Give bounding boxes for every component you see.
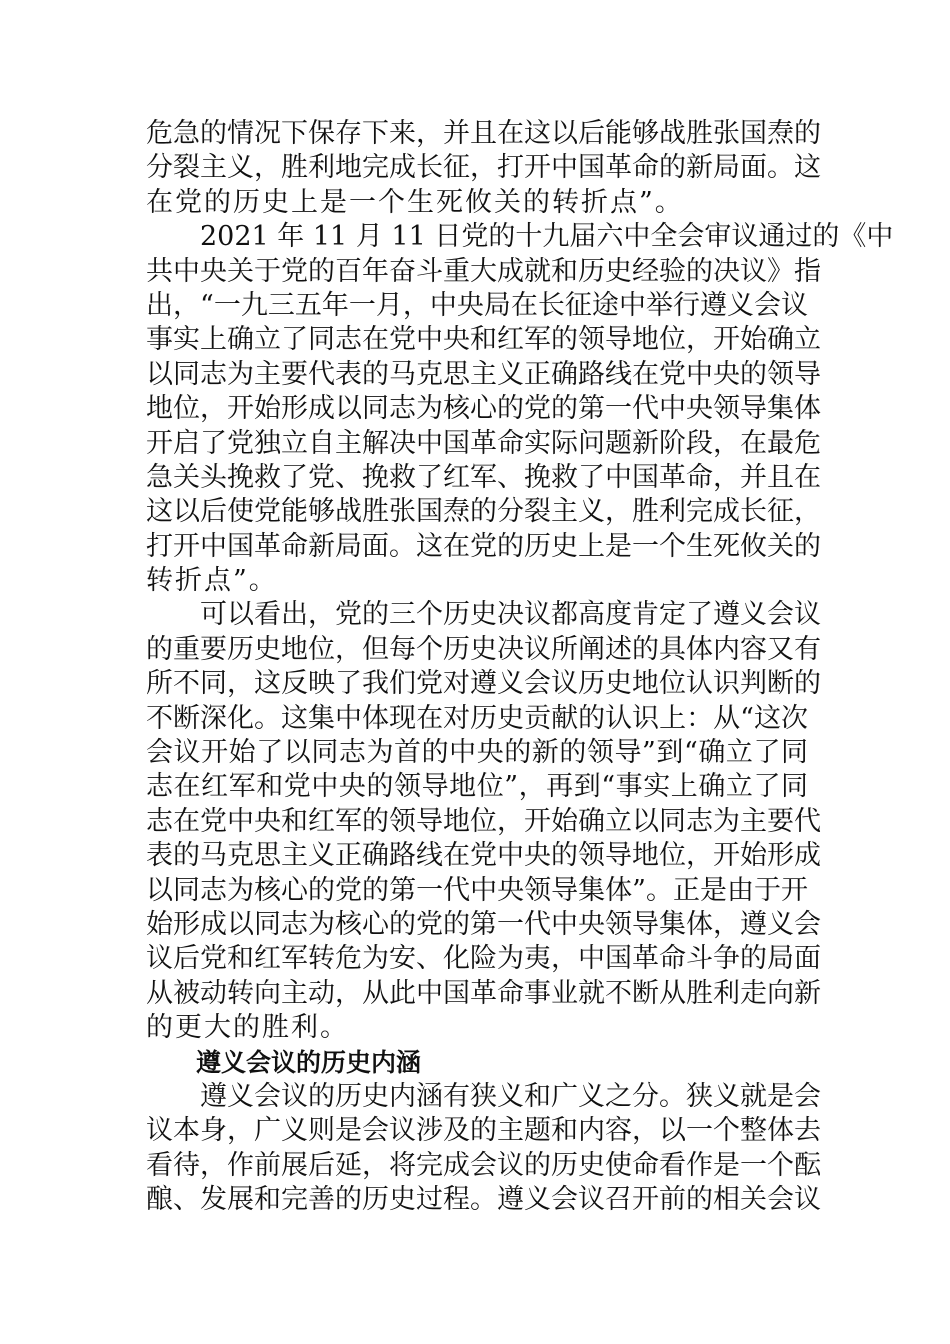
text-line: 开启了党独立自主解决中国革命实际问题新阶段，在最危 <box>146 427 821 459</box>
text-line: 志在红军和党中央的领导地位”，再到“事实上确立了同 <box>146 771 808 803</box>
text-line: 从被动转向主动，从此中国革命事业就不断从胜利走向新 <box>146 977 821 1009</box>
text-line: 打开中国革命新局面。这在党的历史上是一个生死攸关的 <box>146 530 821 562</box>
text-line: 地位，开始形成以同志为核心的党的第一代中央领导集体 <box>146 393 821 425</box>
text-line: 以同志为核心的党的第一代中央领导集体”。正是由于开 <box>146 874 808 906</box>
text-line: 在党的历史上是一个生死攸关的转折点”。 <box>146 186 684 218</box>
text-line: 不断深化。这集中体现在对历史贡献的认识上：从“这次 <box>146 702 808 734</box>
text-line: 志在党中央和红军的领导地位，开始确立以同志为主要代 <box>146 805 821 837</box>
text-line: 转折点”。 <box>146 565 278 597</box>
text-line: 2021 年 11 月 11 日党的十九届六中全会审议通过的《中 <box>200 221 894 253</box>
text-line: 事实上确立了同志在党中央和红军的领导地位，开始确立 <box>146 324 821 356</box>
text-line: 可以看出，党的三个历史决议都高度肯定了遵义会议 <box>200 599 821 631</box>
text-line: 分裂主义，胜利地完成长征，打开中国革命的新局面。这 <box>146 152 821 184</box>
document-page <box>146 117 894 1218</box>
paragraph-historical-connotation <box>146 1080 821 1218</box>
text-line: 始形成以同志为核心的党的第一代中央领导集体，遵义会 <box>146 908 821 940</box>
text-line: 表的马克思主义正确路线在党中央的领导地位，开始形成 <box>146 840 821 872</box>
text-line: 危急的情况下保存下来，并且在这以后能够战胜张国焘的 <box>146 118 821 149</box>
paragraph-continued <box>146 117 821 220</box>
text-line: 急关头挽救了党、挽救了红军、挽救了中国革命，并且在 <box>146 461 821 493</box>
text-line: 遵义会议的历史内涵有狭义和广义之分。狭义就是会 <box>200 1080 821 1112</box>
text-line: 的重要历史地位，但每个历史决议所阐述的具体内容又有 <box>146 633 821 665</box>
paragraph-comparison <box>146 598 821 1045</box>
text-line: 出，“一九三五年一月，中央局在长征途中举行遵义会议 <box>146 289 808 321</box>
text-line: 这以后使党能够战胜张国焘的分裂主义，胜利完成长征， <box>146 496 821 528</box>
text-line: 所不同，这反映了我们党对遵义会议历史地位认识判断的 <box>146 668 821 700</box>
text-line: 会议开始了以同志为首的中央的新的领导”到“确立了同 <box>146 737 808 769</box>
text-line: 以同志为主要代表的马克思主义正确路线在党中央的领导 <box>146 358 821 390</box>
paragraph-resolution-2021 <box>146 220 894 598</box>
text-line: 议后党和红军转危为安、化险为夷，中国革命斗争的局面 <box>146 943 821 975</box>
text-line: 酿、发展和完善的历史过程。遵义会议召开前的相关会议 <box>146 1184 821 1216</box>
text-line: 看待，作前展后延，将完成会议的历史使命看作是一个酝 <box>146 1149 821 1181</box>
text-line: 的更大的胜利。 <box>146 1012 349 1044</box>
text-line: 共中央关于党的百年奋斗重大成就和历史经验的决议》指 <box>146 255 821 287</box>
section-heading: 遵义会议的历史内涵 <box>196 1047 422 1077</box>
text-line: 议本身，广义则是会议涉及的主题和内容，以一个整体去 <box>146 1115 821 1147</box>
